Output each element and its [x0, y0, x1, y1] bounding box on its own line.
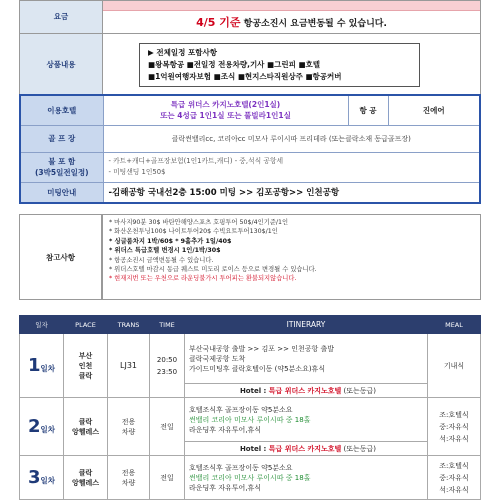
fare-notice: 4/5 기준 항공소진시 요금변동될 수 있습니다.	[196, 16, 387, 29]
time-cell: 전일	[150, 398, 185, 456]
airline-value: 진에어	[388, 95, 480, 125]
day-cell: 1일차	[20, 334, 64, 398]
notes-label: 참고사항	[19, 214, 102, 300]
day-cell: 3일차	[20, 456, 64, 500]
hotel-label: 이용호텔	[20, 95, 103, 125]
product-includes-box	[139, 43, 420, 87]
meal-cell: 기내식	[428, 334, 481, 398]
meal-cell: 조:호텔식 중:자유식 석:자유식	[428, 456, 481, 500]
excluded-label: 불 포 함 (3박5일전일정)	[20, 152, 103, 182]
product-cell	[103, 34, 481, 96]
hotel-value: 특급 위더스 카지노호텔(2인1실) 또는 4성급 1인1실 또는 풀빌라1인1실	[103, 95, 348, 125]
meal-cell: 조:호텔식 중:자유식 석:자유식	[428, 398, 481, 456]
fare-product-table	[19, 0, 481, 96]
col-header-time: TIME	[150, 316, 185, 334]
col-header-meal: MEAL	[428, 316, 481, 334]
hotel-line: Hotel : 특급 위더스 카지노호텔 (또는동급)	[185, 384, 428, 398]
note-line: * 화산온천투닝100$ 나이트투어20$ 수빅요트투어130$/1인	[109, 228, 278, 236]
note-line: * 항공소진시 금액변동될 수 있습니다.	[109, 256, 214, 264]
trans-cell: 전용 차량	[108, 456, 150, 500]
golf-label: 골 프 장	[20, 125, 103, 152]
product-line: ■1억원여행자보험 ■조식 ■현지스타직원상주 ■항공커버	[148, 71, 342, 81]
day-cell: 2일차	[20, 398, 64, 456]
product-label: 상품내용	[20, 34, 103, 96]
note-line: * 싱글룸차지 1박/60$ * 9홀추가 1일/40$	[109, 237, 232, 245]
note-line: * 마사지90분 30$ 바탄안해양스포츠 호핑투어 50$/4인기준/1인	[109, 219, 289, 226]
itinerary-table	[19, 315, 481, 500]
airline-label: 항 공	[348, 95, 388, 125]
hotel-line: Hotel : 특급 위더스 카지노호텔 (또는동급)	[185, 442, 428, 456]
note-line: * 위더스 특급호텔 변경시 1인/1박/30$	[109, 247, 221, 255]
col-header-day: 일자	[20, 316, 64, 334]
fare-highlight-bar	[103, 1, 480, 11]
trans-cell: LJ31	[108, 334, 150, 398]
fare-cell	[103, 1, 481, 34]
product-line: ■왕복항공 ■전일정 전용차량,기사 ■그린피 ■호텔	[148, 59, 321, 69]
time-cell: 전일	[150, 456, 185, 500]
place-cell: 부산 인천 클락	[64, 334, 108, 398]
itinerary-cell: 호텔조식후 골프장이동 약5분소요 썬밸리 코리아 미모사 루이시따 중 18홀 라운딩후 자유투어,휴식	[185, 398, 428, 442]
itinerary-cell: 호텔조식후 골프장이동 약5분소요 썬밸리 코리아 미모사 루이시따 중 18홀 라운딩후 자유투어,휴식	[185, 456, 428, 500]
golf-value: 클락썬밸리cc, 코리아cc 미모사 루이시따 프리데라 (또는클락소재 동급골프장)	[103, 125, 480, 152]
trip-info-table	[19, 94, 481, 204]
excluded-value: - 카트+캐디+골프장보험(1인1카트,캐디) - 중,석식 공항세 - 미팅샌딩 1인50$	[103, 152, 480, 182]
product-line: ▶ 전체일정 포함사항	[148, 47, 217, 57]
place-cell: 클락 앙헬레스	[64, 456, 108, 500]
col-header-itinerary: ITINERARY	[185, 316, 428, 334]
notes-box	[102, 214, 481, 300]
meeting-label: 미팅안내	[20, 182, 103, 203]
time-cell: 20:50 23:50	[150, 334, 185, 398]
note-line: * 현재지번 또는 우천으로 라운딩불가시 투어피는 환불되지않습니다.	[109, 275, 297, 283]
meeting-value: -김해공항 국내선2층 15:00 미팅 >> 김포공항>> 인천공항	[103, 182, 480, 203]
fare-label: 요금	[20, 1, 103, 34]
note-line: * 위더스호텔 마감시 동급 퀘스트 미도리 로이스 등으로 변경될 수 있습니다.	[109, 266, 317, 274]
col-header-trans: TRANS	[108, 316, 150, 334]
trans-cell: 전용 차량	[108, 398, 150, 456]
place-cell: 클락 앙헬레스	[64, 398, 108, 456]
col-header-place: PLACE	[64, 316, 108, 334]
itinerary-cell: 부산국내공항 출발 >> 김포 >> 인천공항 출발 클락국제공항 도착 가이드미팅후 클락호텔이동 (약5분소요)휴식	[185, 334, 428, 384]
